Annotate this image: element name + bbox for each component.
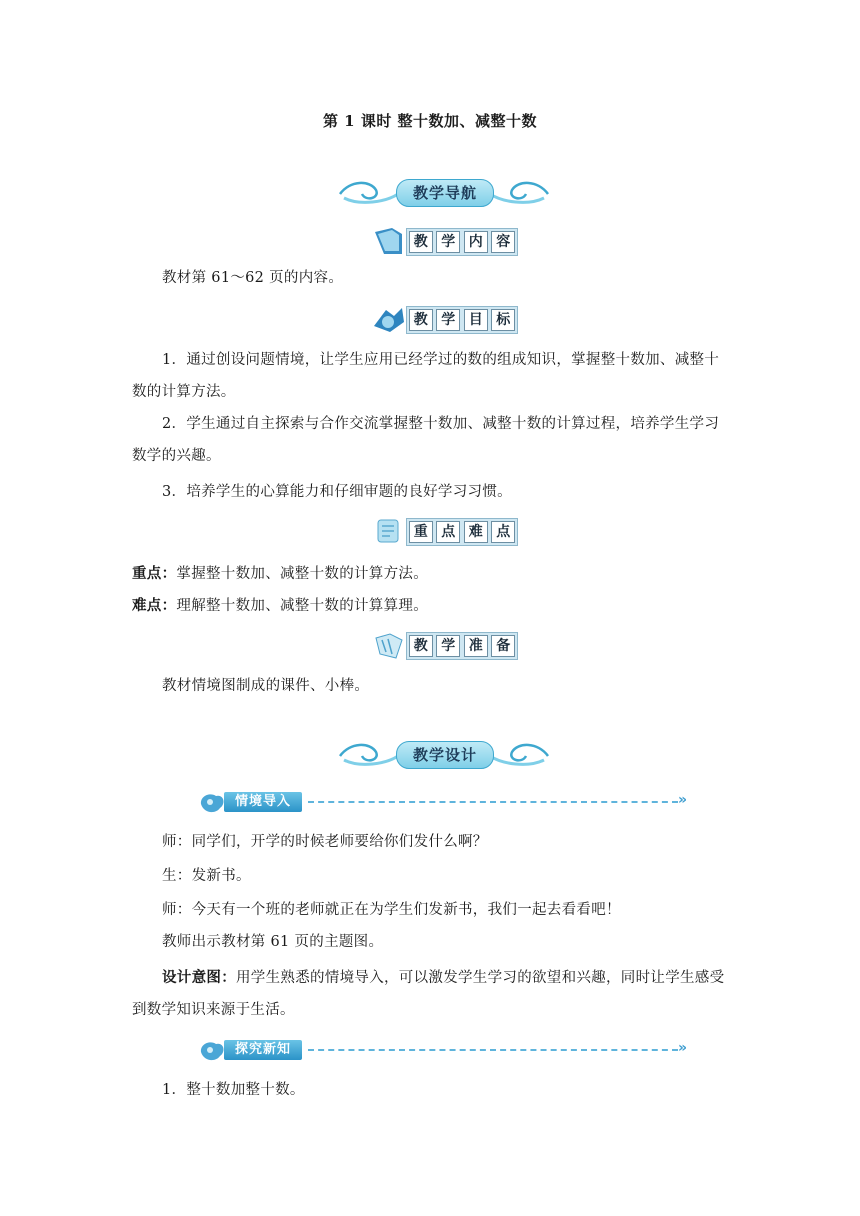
badge-char: 点 xyxy=(436,521,460,543)
badge-chars xyxy=(406,228,518,256)
badge-chars xyxy=(406,632,518,660)
badge-char: 学 xyxy=(436,635,460,657)
badge-char: 点 xyxy=(491,521,515,543)
badge-chars xyxy=(406,306,518,334)
badge-teaching-prep xyxy=(372,630,522,660)
badge-teaching-content xyxy=(372,226,522,256)
badge-char: 学 xyxy=(436,309,460,331)
goal-2: 2．学生通过自主探索与合作交流掌握整十数加、减整十数的计算过程，培养学生学习数学的兴趣。 xyxy=(132,416,720,464)
blob-icon xyxy=(198,790,226,814)
design-intent xyxy=(132,962,732,1026)
double-chevron-icon: » xyxy=(678,1040,688,1056)
double-chevron-icon: » xyxy=(678,792,688,808)
dialogue-student-1: 生：发新书。 xyxy=(162,868,251,884)
badge-char: 教 xyxy=(409,309,433,331)
book-icon xyxy=(372,226,406,256)
key-point-line xyxy=(132,558,702,590)
badge-char: 容 xyxy=(491,231,515,253)
notebook-icon xyxy=(372,630,406,660)
target-icon xyxy=(372,304,406,334)
badge-char: 内 xyxy=(464,231,488,253)
step-1: 1．整十数加整十数。 xyxy=(162,1082,305,1098)
teaching-nav-label: 教学导航 xyxy=(396,179,494,207)
key-point-text: 掌握整十数加、减整十数的计算方法。 xyxy=(176,566,429,582)
goal-1: 1．通过创设问题情境，让学生应用已经学过的数的组成知识，掌握整十数加、减整十数的计算方法。 xyxy=(132,352,720,400)
teaching-design-banner xyxy=(336,738,552,772)
lesson-title: 第 1 课时 整十数加、减整十数 xyxy=(322,112,538,130)
key-point-label: 重点： xyxy=(132,565,177,582)
section-explore-label: 探究新知 xyxy=(224,1040,302,1060)
content-paragraph: 教材第 61～62 页的内容。 xyxy=(162,270,344,286)
dialogue-teacher-1: 师：同学们，开学的时候老师要给你们发什么啊？ xyxy=(162,834,488,850)
design-intent-label: 设计意图： xyxy=(162,969,236,986)
section-explore xyxy=(198,1038,698,1062)
goal-3: 3．培养学生的心算能力和仔细审题的良好学习习惯。 xyxy=(162,484,512,500)
difficulty-label: 难点： xyxy=(132,597,177,614)
badge-char: 教 xyxy=(409,635,433,657)
badge-char: 学 xyxy=(436,231,460,253)
design-intent-text: 用学生熟悉的情境导入，可以激发学生学习的欲望和兴趣，同时让学生感受到数学知识来源于生活。 xyxy=(132,970,725,1018)
dashed-divider xyxy=(308,801,678,803)
difficulty-text: 理解整十数加、减整十数的计算算理。 xyxy=(176,598,429,614)
badge-char: 重 xyxy=(409,521,433,543)
badge-char: 标 xyxy=(491,309,515,331)
badge-char: 准 xyxy=(464,635,488,657)
section-intro-label: 情境导入 xyxy=(224,792,302,812)
difficulty-line xyxy=(132,590,702,622)
note-icon xyxy=(372,516,406,546)
badge-char: 教 xyxy=(409,231,433,253)
badge-char: 备 xyxy=(491,635,515,657)
dashed-divider xyxy=(308,1049,678,1051)
badge-char: 难 xyxy=(464,521,488,543)
badge-chars xyxy=(406,518,518,546)
teaching-nav-banner xyxy=(336,176,552,210)
blob-icon xyxy=(198,1038,226,1062)
teaching-design-label: 教学设计 xyxy=(396,741,494,769)
prep-paragraph: 教材情境图制成的课件、小棒。 xyxy=(162,678,370,694)
dialogue-teacher-2: 师：今天有一个班的老师就正在为学生们发新书，我们一起去看看吧！ xyxy=(162,902,621,918)
badge-teaching-goals xyxy=(372,304,522,334)
badge-key-points xyxy=(372,516,522,546)
section-intro xyxy=(198,790,698,814)
badge-char: 目 xyxy=(464,309,488,331)
show-picture-line: 教师出示教材第 61 页的主题图。 xyxy=(162,934,384,950)
